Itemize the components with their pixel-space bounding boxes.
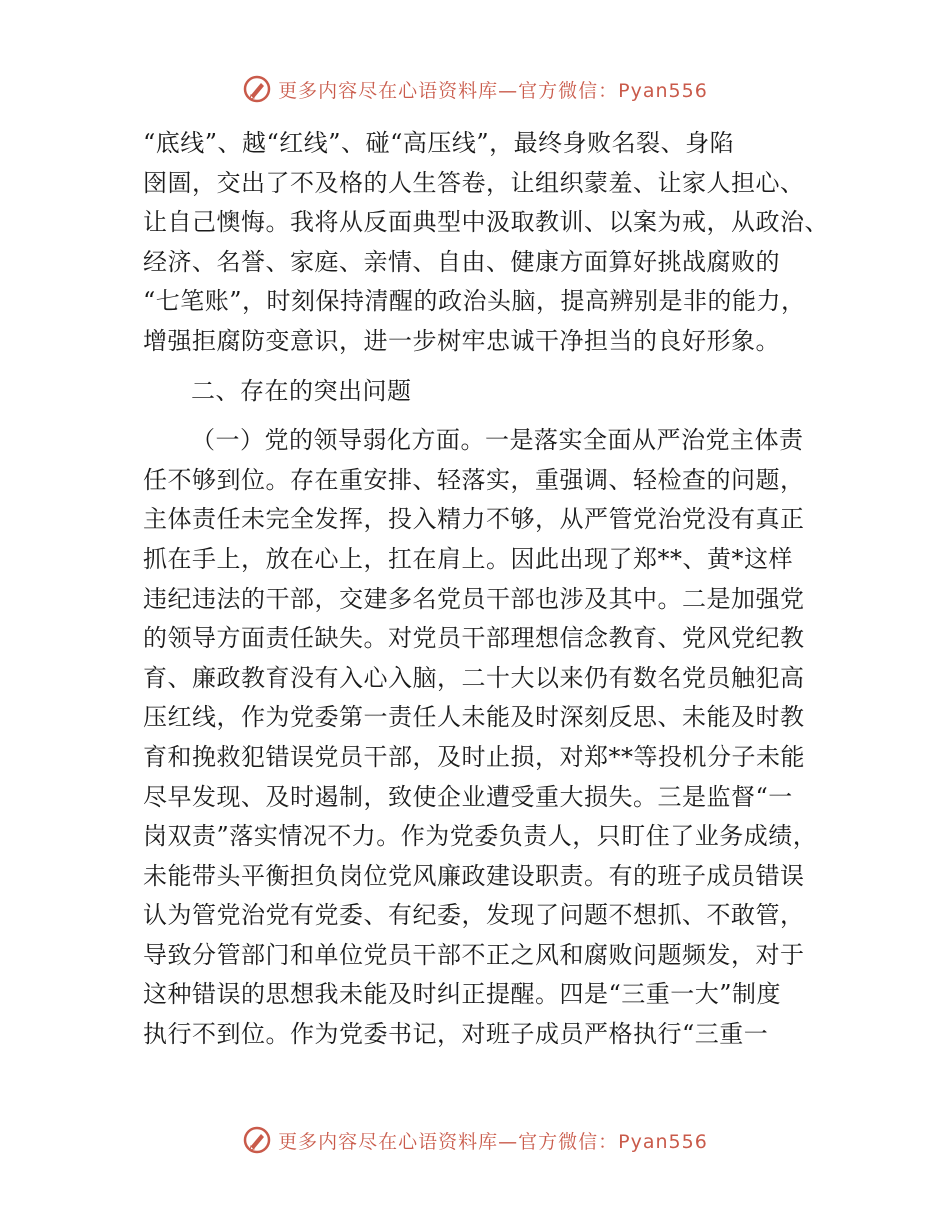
text-line: 主体责任未完全发挥，投入精力不够，从严管党治党没有真正 [143, 505, 805, 534]
text-line: 育和挽救犯错误党员干部，及时止损，对郑**等投机分子未能 [143, 742, 805, 771]
text-line: “七笔账”，时刻保持清醒的政治头脑，提高辨别是非的能力， [143, 287, 806, 316]
text-line: 的领导方面责任缺失。对党员干部理想信念教育、党风党纪教 [143, 624, 805, 653]
document-body [143, 124, 833, 1055]
text-line: 未能带头平衡担负岗位党风廉政建设职责。有的班子成员错误 [143, 861, 805, 890]
section-heading: 二、存在的突出问题 [191, 376, 412, 405]
pen-logo-icon [242, 1125, 272, 1155]
pen-logo-icon [242, 74, 272, 104]
watermark-header [0, 72, 950, 106]
paragraph-1 [143, 124, 833, 362]
text-line: 这种错误的思想我未能及时纠正提醒。四是“三重一大”制度 [143, 980, 782, 1009]
text-line: “底线”、越“红线”、碰“高压线”，最终身败名裂、身陷 [143, 129, 735, 157]
text-line: 导致分管部门和单位党员干部不正之风和腐败问题频发，对于 [143, 940, 805, 969]
text-line: 岗双责”落实情况不力。作为党委负责人，只盯住了业务成绩， [143, 822, 818, 851]
text-line: 经济、名誉、家庭、亲情、自由、健康方面算好挑战腐败的 [143, 247, 780, 276]
text-line: 任不够到位。存在重安排、轻落实，重强调、轻检查的问题， [143, 465, 805, 494]
text-line: 压红线，作为党委第一责任人未能及时深刻反思、未能及时教 [143, 703, 805, 732]
text-line: 育、廉政教育没有入心入脑，二十大以来仍有数名党员触犯高 [143, 663, 805, 692]
text-line: （一）党的领导弱化方面。一是落实全面从严治党主体责 [191, 426, 804, 455]
text-line: 尽早发现、及时遏制，致使企业遭受重大损失。三是监督“一 [143, 782, 793, 811]
text-line: 囹圄，交出了不及格的人生答卷，让组织蒙羞、让家人担心、 [143, 168, 805, 197]
text-line: 违纪违法的干部，交建多名党员干部也涉及其中。二是加强党 [143, 584, 805, 613]
text-line: 让自己懊悔。我将从反面典型中汲取教训、以案为戒，从政治、 [143, 208, 829, 237]
watermark-text: 更多内容尽在心语资料库—官方微信：Pyan556 [278, 79, 708, 102]
watermark-text: 更多内容尽在心语资料库—官方微信：Pyan556 [278, 1130, 708, 1153]
text-line: 增强拒腐防变意识，进一步树牢忠诚干净担当的良好形象。 [143, 326, 780, 355]
watermark-footer [0, 1123, 950, 1157]
paragraph-2 [143, 421, 833, 1055]
text-line: 认为管党治党有党委、有纪委，发现了问题不想抓、不敢管， [143, 901, 805, 930]
text-line: 执行不到位。作为党委书记，对班子成员严格执行“三重一 [143, 1020, 769, 1049]
text-line: 抓在手上，放在心上，扛在肩上。因此出现了郑**、黄*这样 [143, 544, 793, 573]
